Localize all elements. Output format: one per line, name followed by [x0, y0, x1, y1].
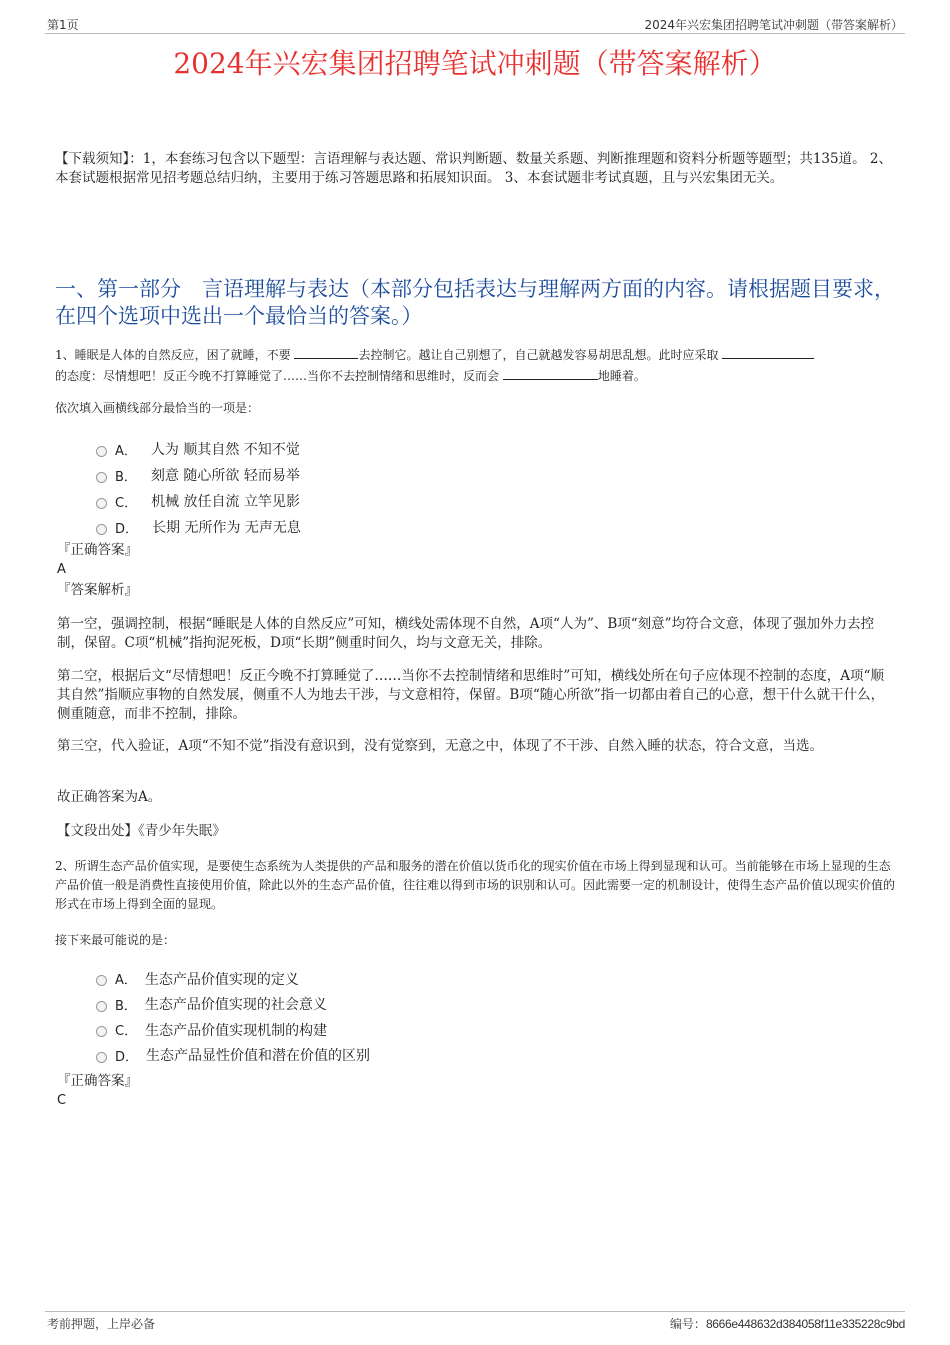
- page-number: 第1页: [47, 18, 79, 32]
- radio-icon[interactable]: [96, 446, 107, 457]
- q1-stem: [55, 345, 900, 387]
- q1-analysis-3: 第三空，代入验证，A项“不知不觉”指没有意识到，没有觉察到，无意之中，体现了不干涉、自然入睡的状态，符合文意，当选。: [57, 738, 824, 754]
- blank-1: [294, 346, 358, 359]
- option-text: 长期 无所作为 无声无息: [152, 520, 301, 536]
- q2-answer-heading: 『正确答案』: [57, 1073, 138, 1089]
- q1-source: 【文段出处】《青少年失眠》: [57, 823, 226, 839]
- option-label: B．: [115, 469, 137, 485]
- radio-icon[interactable]: [96, 1001, 107, 1012]
- q1-stem-part: 去控制它。越让自己别想了，自己就越发容易胡思乱想。此时应采取: [358, 348, 719, 362]
- option-label: C．: [115, 1024, 138, 1040]
- option-text: 生态产品价值实现机制的构建: [145, 1022, 328, 1039]
- q2-answer: C: [57, 1093, 67, 1108]
- option-label: D．: [115, 1049, 139, 1065]
- q1-options: [96, 436, 301, 540]
- q2-stem: 2、所谓生态产品价值实现，是要使生态系统为人类提供的产品和服务的潜在价值以货币化的现实价值在市场上得到显现和认可。当前能够在市场上显现的生态产品价值一般是消费性直接使用价值，除此以外的生态产品价值，往往难以得到市场的识别和认可。因此需要一定的机制设计，使得生态产品价值以现实价值的形式在市场上得到全面的显现。: [55, 859, 896, 911]
- q1-stem-part: 的态度：尽情想吧！反正今晚不打算睡觉了……当你不去控制情绪和思维时，反而会: [55, 369, 500, 383]
- option-label: D．: [115, 521, 139, 537]
- blank-2: [722, 346, 814, 359]
- download-notice: 【下载须知】：1，本套练习包含以下题型：言语理解与表达题、常识判断题、数量关系题、判断推理题和资料分析题等题型；共135道。 2、本套试题根据常见招考题总结归纳，主要用于练习答题思路和拓展知识面。 3、本套试题非考试真题，且与兴宏集团无关。: [55, 151, 892, 186]
- q1-option-a[interactable]: [96, 436, 301, 462]
- option-text: 刻意 随心所欲 轻而易举: [150, 468, 300, 484]
- q1-analysis-2: 第二空，根据后文“尽情想吧！反正今晚不打算睡觉了……当你不去控制情绪和思维时”可知，横线处所在句子应体现不控制的态度，A项“顺其自然”指顺应事物的自然发展，侧重不人为地去干涉，与文意相符，保留。B项“随心所欲”指一切都由着自己的心意，想干什么就干什么，侧重随意，而非不控制，排除。: [57, 668, 885, 722]
- section-heading: 一、第一部分 言语理解与表达（本部分包括表达与理解两方面的内容。请根据题目要求，在四个选项中选出一个最恰当的答案。）: [55, 277, 895, 328]
- option-label: C．: [115, 495, 138, 511]
- header-divider: [45, 33, 905, 34]
- code-label: 编号：: [669, 1317, 706, 1331]
- q1-answer: A: [57, 562, 66, 577]
- radio-icon[interactable]: [96, 472, 107, 483]
- q2-option-d[interactable]: [96, 1043, 370, 1069]
- q1-option-d[interactable]: [96, 514, 301, 540]
- option-text: 人为 顺其自然 不知不觉: [150, 442, 300, 458]
- radio-icon[interactable]: [96, 524, 107, 535]
- q1-analysis-4: 故正确答案为A。: [57, 789, 162, 805]
- option-label: A．: [115, 973, 137, 989]
- q1-option-c[interactable]: [96, 488, 301, 514]
- q1-stem-part: 地睡着。: [597, 369, 646, 383]
- footer-slogan: 考前押题，上岸必备: [47, 1317, 156, 1331]
- q2-option-b[interactable]: [96, 992, 370, 1018]
- code-value: 8666e448632d384058f11e335228c9bd: [705, 1317, 905, 1331]
- q2-option-c[interactable]: [96, 1017, 370, 1043]
- radio-icon[interactable]: [96, 1026, 107, 1037]
- blank-3: [503, 367, 598, 380]
- option-text: 生态产品价值实现的社会意义: [144, 997, 327, 1014]
- footer-code: [670, 1315, 905, 1332]
- option-text: 生态产品价值实现的定义: [144, 971, 299, 988]
- option-text: 生态产品显性价值和潜在价值的区别: [146, 1048, 371, 1065]
- option-label: B．: [115, 998, 137, 1014]
- radio-icon[interactable]: [96, 498, 107, 509]
- q1-analysis-1: 第一空，强调控制，根据“睡眠是人体的自然反应”可知，横线处需体现不自然，A项“人为”、B项“刻意”均符合文意，体现了强加外力去控制，保留。C项“机械”指拘泥死板，D项“长期”侧重时间久，均与文意无关，排除。: [57, 616, 875, 651]
- q1-stem-part: 1、睡眠是人体的自然反应，困了就睡，不要: [55, 348, 291, 362]
- q2-options: [96, 966, 370, 1068]
- footer-divider: [45, 1311, 905, 1312]
- q1-analysis-heading: 『答案解析』: [57, 582, 138, 598]
- page-title: 2024年兴宏集团招聘笔试冲刺题（带答案解析）: [173, 47, 777, 80]
- radio-icon[interactable]: [96, 1052, 107, 1063]
- header-doc-title: 2024年兴宏集团招聘笔试冲刺题（带答案解析）: [644, 18, 903, 32]
- q1-answer-heading: 『正确答案』: [57, 542, 138, 558]
- q1-prompt: 依次填入画横线部分最恰当的一项是：: [55, 401, 260, 415]
- q1-option-b[interactable]: [96, 462, 301, 488]
- radio-icon[interactable]: [96, 975, 107, 986]
- q2-prompt: 接下来最可能说的是：: [55, 933, 176, 947]
- option-text: 机械 放任自流 立竿见影: [151, 494, 300, 510]
- option-label: A．: [115, 443, 137, 459]
- q2-option-a[interactable]: [96, 966, 370, 992]
